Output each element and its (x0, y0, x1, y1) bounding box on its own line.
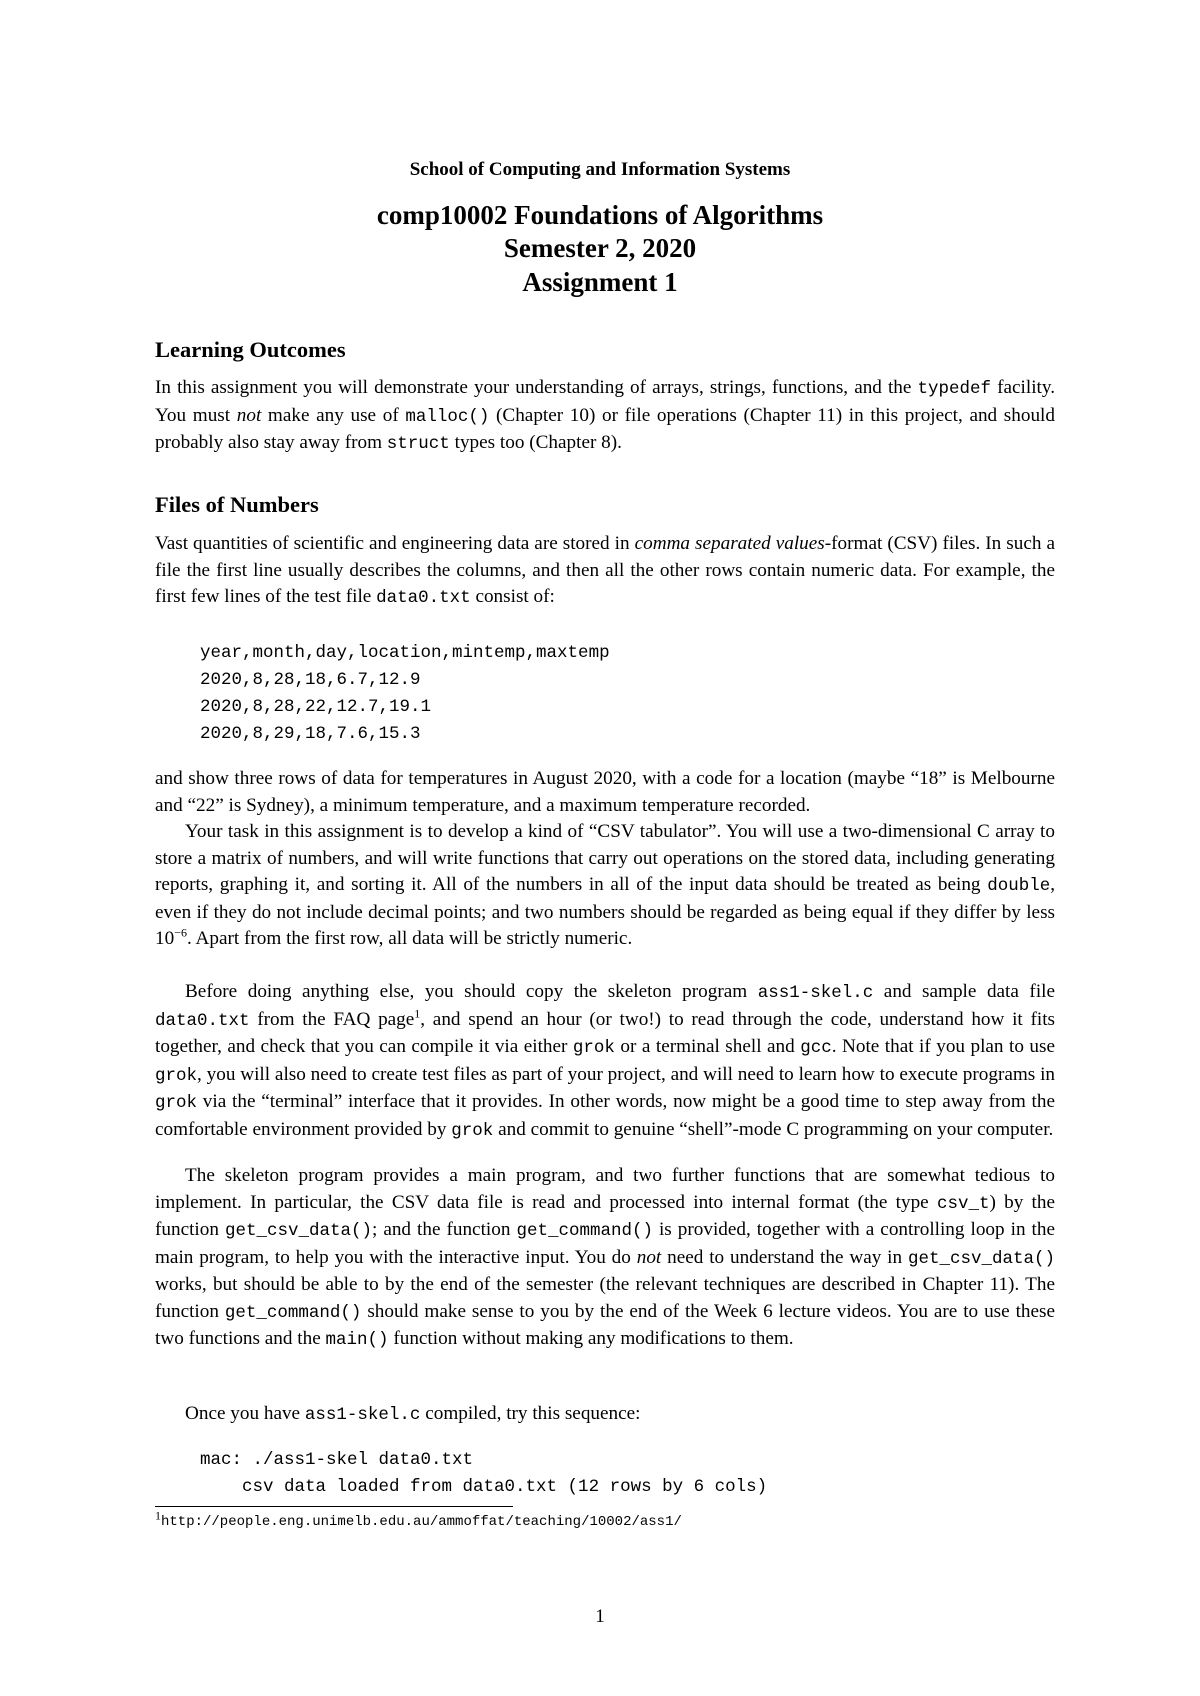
data-explanation-paragraph: and show three rows of data for temperatures in August 2020, with a code for a location (maybe “18” is Melbourne and “22” is Sydney), a minimum temperature, and a maximum temperature recorded. (155, 768, 1055, 816)
code-line: year,month,day,location,mintemp,maxtemp (200, 643, 610, 663)
code-line: 2020,8,28,22,12.7,19.1 (200, 697, 432, 717)
course-title: comp10002 Foundations of Algorithms (376, 200, 824, 230)
csv-example-block (200, 640, 610, 748)
school-name: School of Computing and Information Systems (409, 159, 791, 180)
learning-outcomes-heading: Learning Outcomes (155, 337, 346, 362)
csv-intro-paragraph: Vast quantities of scientific and engineering data are stored in comma separated values-format (CSV) files. In such a file the first line usually describes the columns, and then all the other rows contain numeric data. For example, the first few lines of the test file data0.txt consist of: (155, 533, 1055, 608)
semester-title: Semester 2, 2020 (503, 233, 697, 263)
learning-outcomes-paragraph: In this assignment you will demonstrate your understanding of arrays, strings, functions, and the typedef facility. You must not make any use of malloc() (Chapter 10) or file operations (Chapter 11) in this project, and should probably also stay away from struct types too (Chapter 8). (155, 377, 1056, 454)
footnote-url[interactable]: http://people.eng.unimelb.edu.au/ammoffat/teaching/10002/ass1/ (161, 1514, 682, 1530)
task-paragraph: Your task in this assignment is to develop a kind of “CSV tabulator”. You will use a two-dimensional C array to store a matrix of numbers, and will write functions that carry out operations on the stored data, including generating reports, graphing it, and sorting it. All of the numbers in all of the input data should be treated as being double, even if they do not include decimal points; and two numbers should be regarded as being equal if they differ by less $10^{-6}$. Apart from the first row, all data will be strictly numeric. (155, 821, 1055, 949)
functions-paragraph: The skeleton program provides a main program, and two further functions that are somewhat tedious to implement. In particular, the CSV data file is read and processed into internal format (the type csv_t) by the function get_csv_data(); and the function get_command() is provided, together with a controlling loop in the main program, to help you with the interactive input. You do not need to understand the way in get_csv_data() works, but should be able to by the end of the semester (the relevant techniques are described in Chapter 11). The function get_command() should make sense to you by the end of the Week 6 lecture videos. You are to use these two functions and the main() function without making any modifications to them. (155, 1165, 1055, 1350)
files-of-numbers-heading: Files of Numbers (155, 492, 319, 517)
terminal-line: csv data loaded from data0.txt (12 rows by 6 cols) (200, 1477, 768, 1497)
sequence-intro-paragraph: Once you have ass1-skel.c compiled, try this sequence: (185, 1403, 641, 1425)
footnote-mark: 1 (414, 1006, 421, 1021)
terminal-example-block (200, 1447, 767, 1501)
skeleton-paragraph: Before doing anything else, you should copy the skeleton program ass1-skel.c and sample data file data0.txt from the FAQ page$^1$, and spend an hour (or two!) to read through the code, understand how it fits together, and check that you can compile it via either grok or a terminal shell and gcc. Note that if you plan to use grok, you will also need to create test files as part of your project, and will need to learn how to execute programs in grok via the “terminal” interface that it provides. In other words, now might be a good time to step away from the comfortable environment provided by grok and commit to genuine “shell”-mode C programming on your computer. (155, 981, 1056, 1141)
assignment-title: Assignment 1 (522, 267, 678, 297)
footnote-divider (155, 1506, 513, 1507)
code-line: 2020,8,29,18,7.6,15.3 (200, 724, 421, 744)
code-line: 2020,8,28,18,6.7,12.9 (200, 670, 421, 690)
page-number: 1 (595, 1606, 605, 1627)
footnote: $^1$http://people.eng.unimelb.edu.au/ammoffat/teaching/10002/ass1/ (155, 1508, 682, 1530)
terminal-line: mac: ./ass1-skel data0.txt (200, 1450, 474, 1470)
